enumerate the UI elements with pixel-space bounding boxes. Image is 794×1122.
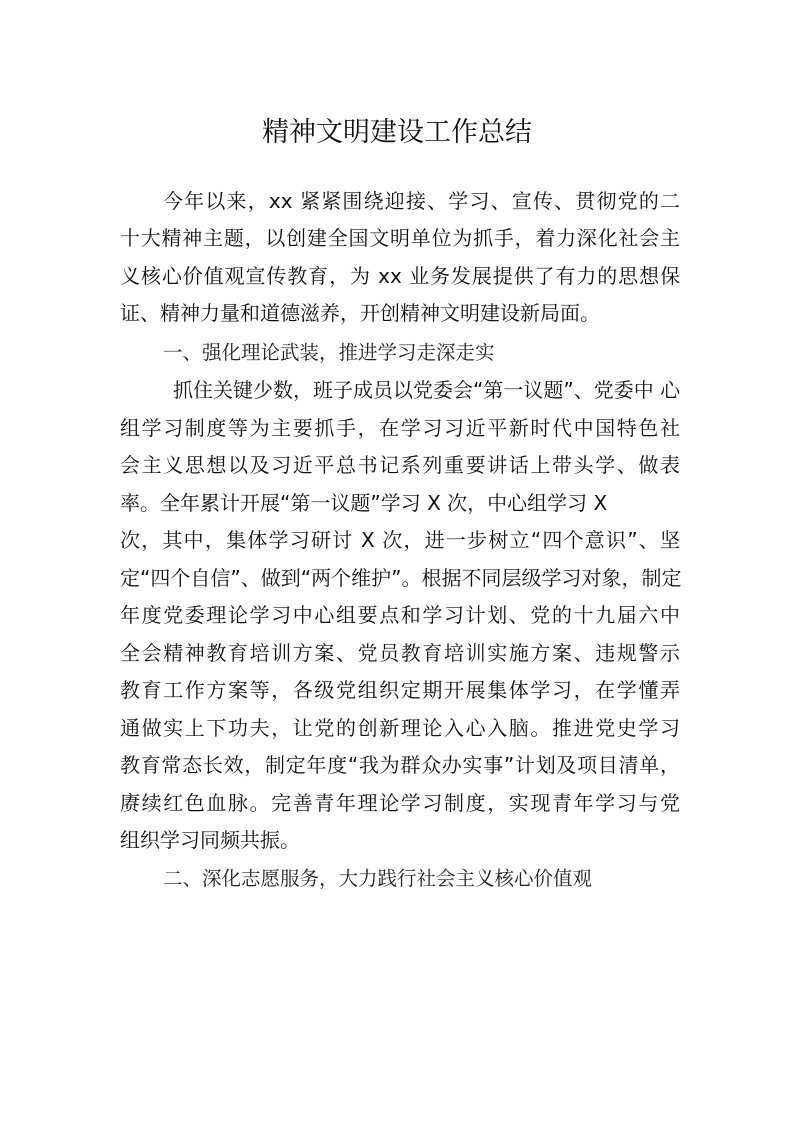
section-heading: 一、强化理论武装，推进学习走深走实 <box>163 341 495 364</box>
paragraph-line: 义核心价值观宣传教育，为 xx 业务发展提供了有力的思想保 <box>120 264 680 288</box>
paragraph-line: 组学习制度等为主要抓手，在学习习近平新时代中国特色社 <box>120 416 680 440</box>
paragraph-line: 通做实上下功夫，让党的创新理论入心入脑。推进党史学习 <box>120 716 680 740</box>
paragraph-line: 证、精神力量和道德滋养，开创精神文明建设新局面。 <box>120 301 600 325</box>
paragraph-line: 赓续红色血脉。完善青年理论学习制度，实现青年学习与党 <box>120 791 680 815</box>
paragraph-line: 定“四个自信”、做到“两个维护”。根据不同层级学习对象，制定 <box>120 566 682 590</box>
paragraph-line: 教育工作方案等，各级党组织定期开展集体学习，在学懂弄 <box>120 678 680 702</box>
paragraph-line: 今年以来，xx 紧紧围绕迎接、学习、宣传、贯彻党的二 <box>163 189 680 213</box>
paragraph-line: 组织学习同频共振。 <box>120 828 300 852</box>
paragraph-line: 抓住关键少数，班子成员以党委会“第一议题”、党委中 心 <box>173 378 681 402</box>
paragraph-line: 率。全年累计开展“第一议题”学习 X 次，中心组学习 X <box>120 491 608 515</box>
paragraph-line: 教育常态长效，制定年度“我为群众办实事”计划及项目清单， <box>120 753 680 777</box>
section-heading: 二、深化志愿服务，大力践行社会主义核心价值观 <box>163 867 593 890</box>
paragraph-line: 次，其中，集体学习研讨 X 次，进一步树立“四个意识”、坚 <box>120 528 680 552</box>
paragraph-line: 年度党委理论学习中心组要点和学习计划、党的十九届六中 <box>120 603 680 627</box>
paragraph-line: 全会精神教育培训方案、党员教育培训实施方案、违规警示 <box>120 641 680 665</box>
paragraph-line: 会主义思想以及习近平总书记系列重要讲话上带头学、做表 <box>120 453 680 477</box>
document-title: 精神文明建设工作总结 <box>262 117 532 148</box>
paragraph-line: 十大精神主题，以创建全国文明单位为抓手，着力深化社会主 <box>120 226 680 250</box>
